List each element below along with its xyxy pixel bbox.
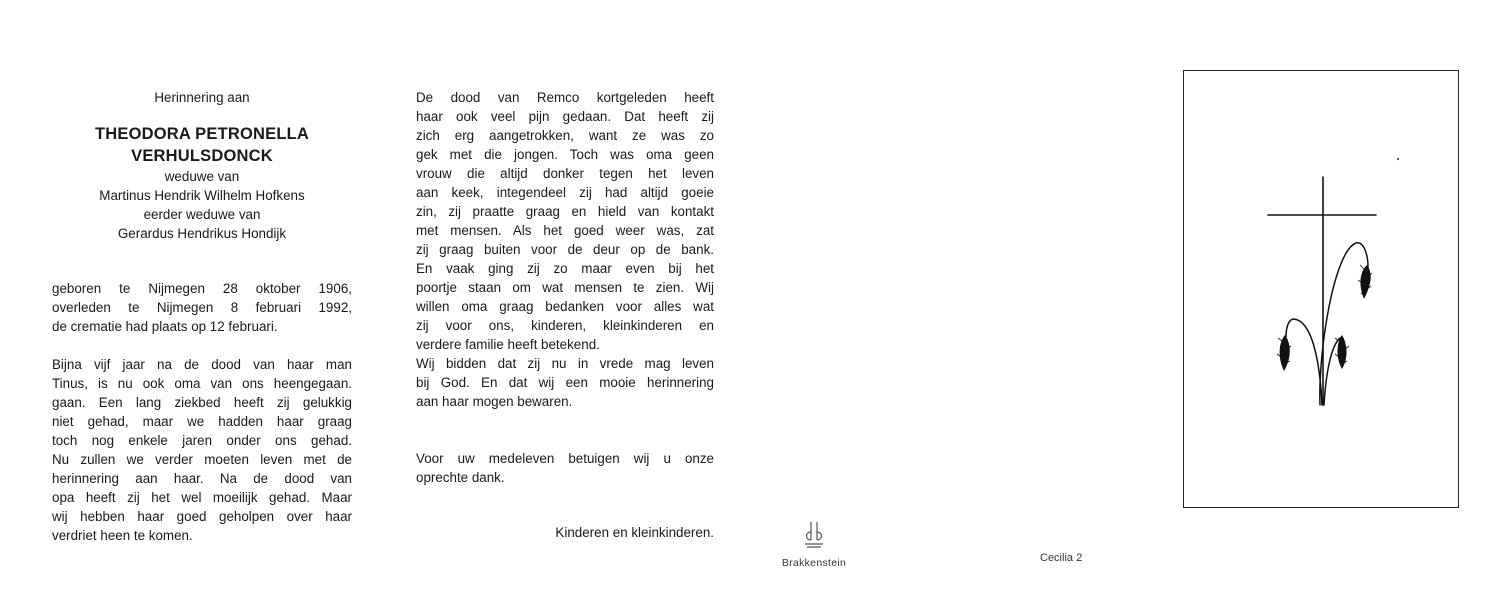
card-code: Cecilia 2 (1040, 552, 1083, 564)
cross-with-wheat-icon (1184, 71, 1458, 507)
cross-image-frame (1183, 70, 1459, 508)
story-line: verdere familie heeft betekend. (416, 337, 600, 352)
intro-text: Herinnering aan (154, 90, 250, 105)
logo-text: Brakkenstein (781, 557, 847, 569)
story-left (52, 355, 352, 545)
story-line: gaan. Een lang ziekbed heeft zij gelukkig (52, 395, 352, 410)
story-line: zich erg aangetrokken, want ze was zo (416, 128, 714, 143)
story-line: zij voor ons, kinderen, kleinkinderen en (416, 318, 714, 333)
brakkenstein-logo-icon (799, 520, 829, 550)
publisher-logo (774, 520, 854, 569)
story-line: toch nog enkele jaren onder ons gehad. (52, 433, 352, 448)
story-middle (416, 88, 714, 354)
relations (52, 167, 352, 243)
relation-line: Martinus Hendrik Wilhelm Hofkens (99, 188, 305, 203)
thanks-line: Voor uw medeleven betuigen wij u onze (416, 451, 714, 466)
story-line: niet gehad, maar we hadden haar graag (52, 414, 352, 429)
birth-line: de crematie had plaats op 12 februari. (52, 319, 278, 334)
name-line-1: THEODORA PETRONELLA (94, 125, 310, 143)
story-line: Tinus, is nu ook oma van ons heengegaan. (52, 376, 352, 391)
story-line: gek met die jongen. Toch was oma geen (416, 147, 714, 162)
name-line-2: VERHULSDONCK (131, 147, 273, 165)
story-line: met mensen. Als het goed weer was, zat (416, 223, 714, 238)
middle-column (416, 88, 714, 540)
story-line: haar ook veel pijn gedaan. Dat heeft zij (416, 109, 714, 124)
story-line: aan keek, integendeel zij had altijd goeie (416, 185, 714, 200)
story-line: zin, zij praatte graag en hield van kontakt (416, 204, 714, 219)
prayer-line: aan haar mogen bewaren. (416, 394, 573, 409)
prayer-line: bij God. En dat wij een mooie herinnering (416, 375, 714, 390)
deceased-name (52, 123, 352, 167)
story-line: vrouw die altijd donker tegen het leven (416, 166, 714, 181)
story-line: En vaak ging zij zo maar even bij het (416, 261, 714, 276)
thanks-line: oprechte dank. (416, 470, 505, 485)
story-line: zij graag buiten voor de deur op de bank. (416, 242, 714, 257)
story-line: Nu zullen we verder moeten leven met de (52, 452, 352, 467)
relation-line: Gerardus Hendrikus Hondijk (117, 226, 287, 241)
story-line: willen oma graag bedanken voor alles wat (416, 299, 714, 314)
birth-details (52, 279, 352, 336)
story-line: poortje staan om wat mensen te zien. Wij (416, 280, 714, 295)
relation-line: eerder weduwe van (143, 207, 261, 222)
story-line: opa heeft zij het wel moeilijk gehad. Maar (52, 490, 352, 505)
left-column (52, 88, 352, 545)
relation-line: weduwe van (164, 169, 240, 184)
prayer (416, 354, 714, 411)
story-line: Bijna vijf jaar na de dood van haar man (52, 357, 352, 372)
story-line: verdriet heen te komen. (52, 528, 193, 543)
signature: Kinderen en kleinkinderen. (555, 525, 714, 540)
prayer-line: Wij bidden dat zij nu in vrede mag leven (416, 356, 714, 371)
story-line: De dood van Remco kortgeleden heeft (416, 90, 714, 105)
story-line: wij hebben haar goed geholpen over haar (52, 509, 352, 524)
thanks (416, 449, 714, 487)
birth-line: geboren te Nijmegen 28 oktober 1906, (52, 281, 352, 296)
birth-line: overleden te Nijmegen 8 februari 1992, (52, 300, 352, 315)
story-line: herinnering aan haar. Na de dood van (52, 471, 352, 486)
